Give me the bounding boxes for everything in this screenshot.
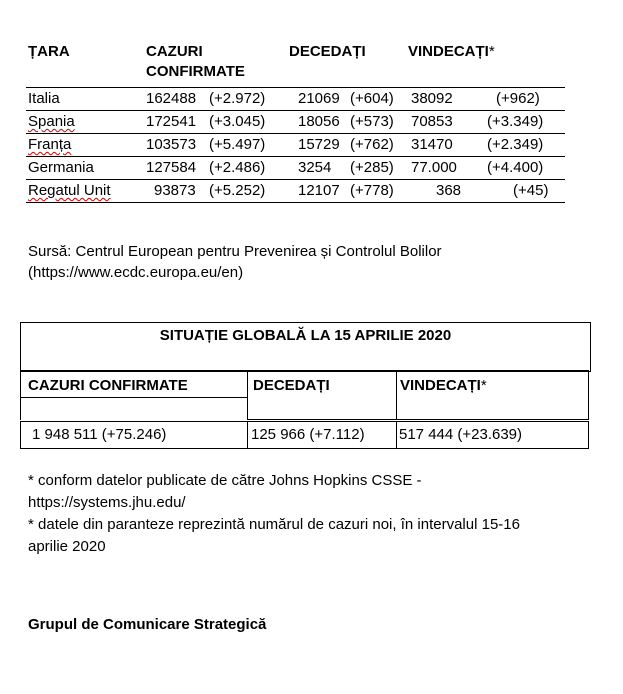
- cell-recovered: 70853: [411, 113, 453, 130]
- cell-recovered: 38092: [411, 90, 453, 107]
- global-header-confirmed-cell: [20, 370, 248, 420]
- cell-deaths: 18056: [298, 113, 340, 130]
- footnote-2-line2: aprilie 2020: [28, 538, 106, 555]
- header-confirmed-line2: CONFIRMATE: [146, 63, 245, 80]
- cell-recovered-new: (+2.349): [487, 136, 544, 153]
- table-row: [26, 110, 565, 133]
- global-value-confirmed: 1 948 511 (+75.246): [32, 426, 167, 443]
- global-value-deaths-cell: [247, 421, 397, 449]
- header-recovered: [408, 42, 495, 62]
- header-country: ȚARA: [28, 43, 70, 60]
- source-note: [28, 241, 442, 283]
- cell-deaths-new: (+285): [350, 159, 394, 176]
- cell-deaths-new: (+778): [350, 182, 394, 199]
- global-table-title-cell: [20, 322, 591, 372]
- table-row: [26, 87, 565, 110]
- cell-recovered-new: (+4.400): [487, 159, 544, 176]
- cell-confirmed-new: (+5.252): [209, 182, 266, 199]
- footnotes: [28, 470, 598, 558]
- cell-confirmed-new: (+5.497): [209, 136, 266, 153]
- cell-recovered: 368: [436, 182, 462, 199]
- cell-deaths: 21069: [298, 90, 340, 107]
- global-header-deaths-cell: [247, 370, 397, 420]
- cell-recovered-new: (+45): [513, 182, 549, 199]
- cell-confirmed-new: (+3.045): [209, 113, 266, 130]
- cell-recovered: 31470: [411, 136, 453, 153]
- cell-country: Italia: [28, 90, 60, 107]
- global-header-recovered-mark: *: [480, 377, 487, 394]
- cell-deaths: 3254: [298, 159, 332, 176]
- footnote-1-line1: * conform datelor publicate de către Johns Hopkins CSSE -: [28, 472, 422, 489]
- global-header-recovered-cell: [396, 370, 589, 420]
- cell-confirmed: 93873: [154, 182, 196, 199]
- cell-country: Spania: [28, 113, 75, 130]
- table-row: [26, 179, 565, 203]
- global-header-deaths: DECEDAȚI: [253, 377, 330, 394]
- header-recovered-label: VINDECAȚI: [408, 43, 489, 60]
- cell-deaths-new: (+762): [350, 136, 394, 153]
- source-line1: Sursă: Centrul European pentru Prevenirea și Controlul Bolilor: [28, 243, 442, 260]
- cell-recovered: 77.000: [411, 159, 457, 176]
- footnote-2-line1: * datele din paranteze reprezintă numărul de cazuri noi, în intervalul 15-16: [28, 516, 520, 533]
- cell-recovered-new: (+3.349): [487, 113, 544, 130]
- cell-country: Franța: [28, 136, 72, 153]
- cell-deaths-new: (+573): [350, 113, 394, 130]
- global-value-recovered-cell: [396, 421, 589, 449]
- global-header-recovered: [400, 377, 487, 394]
- cell-confirmed: 103573: [146, 136, 197, 153]
- header-confirmed-line1: CAZURI: [146, 43, 203, 60]
- country-table: [26, 87, 565, 203]
- global-value-recovered: 517 444 (+23.639): [399, 426, 523, 443]
- cell-deaths: 12107: [298, 182, 340, 199]
- table-row: [26, 156, 565, 179]
- footnote-1-line2: https://systems.jhu.edu/: [28, 494, 186, 511]
- cell-confirmed: 172541: [146, 113, 197, 130]
- global-value-deaths: 125 966 (+7.112): [251, 426, 365, 443]
- header-confirmed: [146, 42, 245, 82]
- global-value-confirmed-cell: [20, 421, 248, 449]
- cell-confirmed-new: (+2.972): [209, 90, 266, 107]
- cell-deaths: 15729: [298, 136, 340, 153]
- global-table-title: SITUAȚIE GLOBALĂ LA 15 APRILIE 2020: [159, 327, 452, 344]
- cell-deaths-new: (+604): [350, 90, 394, 107]
- signature: Grupul de Comunicare Strategică: [28, 616, 267, 633]
- cell-confirmed: 162488: [146, 90, 197, 107]
- table-row: [26, 133, 565, 156]
- header-recovered-mark: *: [488, 43, 495, 60]
- global-header-recovered-label: VINDECAȚI: [400, 377, 481, 394]
- cell-recovered-new: (+962): [496, 90, 540, 107]
- cell-country: Germania: [28, 159, 94, 176]
- header-deaths: DECEDAȚI: [289, 43, 366, 60]
- cell-confirmed: 127584: [146, 159, 197, 176]
- global-header-confirmed: CAZURI CONFIRMATE: [28, 377, 188, 394]
- cell-country: Regatul Unit: [28, 182, 111, 199]
- source-line2: (https://www.ecdc.europa.eu/en): [28, 264, 244, 281]
- country-table-header: [28, 42, 568, 88]
- global-header-divider: [20, 397, 248, 398]
- cell-confirmed-new: (+2.486): [209, 159, 266, 176]
